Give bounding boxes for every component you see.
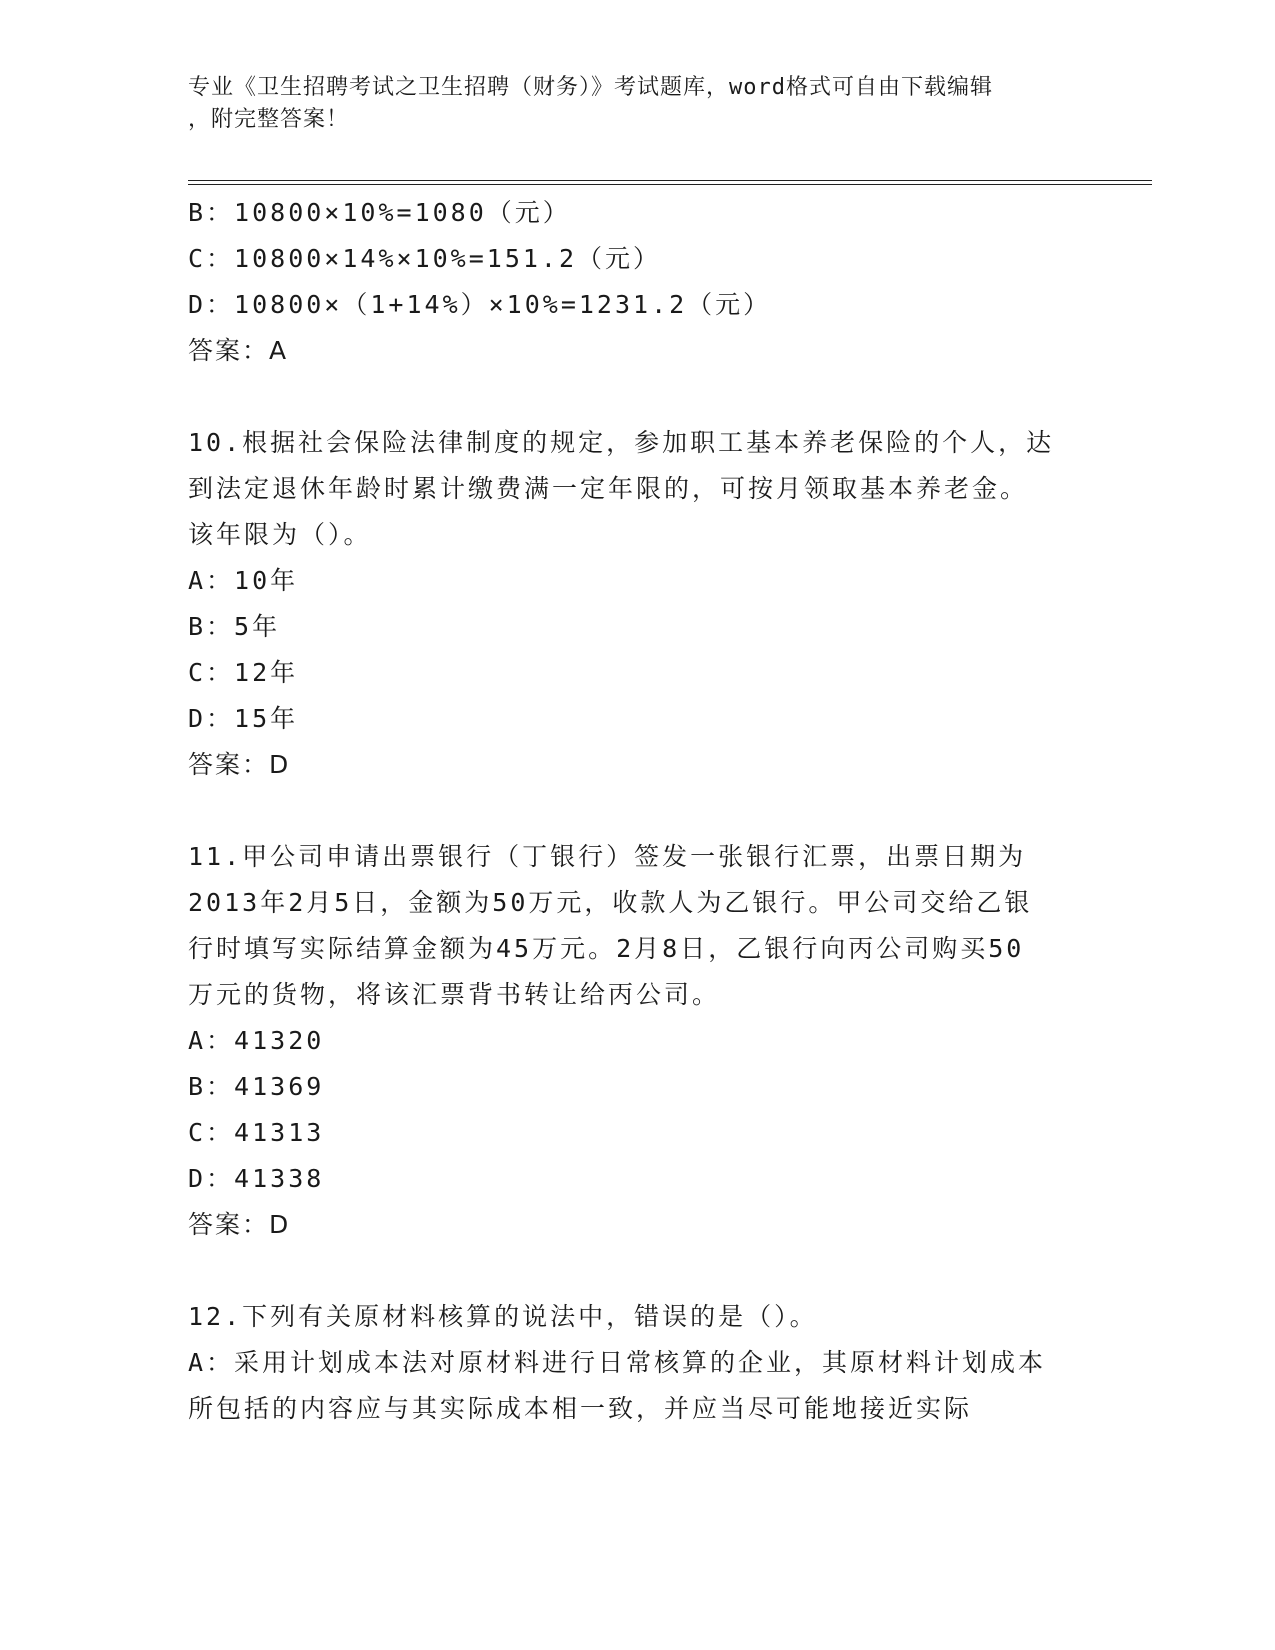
q10-stem-line: 到法定退休年龄时累计缴费满一定年限的，可按月领取基本养老金。 xyxy=(188,474,1029,503)
q11-stem-line: 11.甲公司申请出票银行（丁银行）签发一张银行汇票，出票日期为 xyxy=(188,842,1027,871)
question-11 xyxy=(188,834,1088,1248)
q11-stem-line: 行时填写实际结算金额为45万元。2月8日，乙银行向丙公司购买50 xyxy=(188,934,1025,963)
question-10 xyxy=(188,420,1088,788)
q11-answer: 答案：D xyxy=(188,1210,291,1239)
spacer xyxy=(188,1248,1088,1294)
spacer xyxy=(188,788,1088,834)
q11-stem-line: 万元的货物，将该汇票背书转让给丙公司。 xyxy=(188,980,721,1009)
q12-option-a-line: A：采用计划成本法对原材料进行日常核算的企业，其原材料计划成本 xyxy=(188,1348,1047,1377)
q11-stem-line: 2013年2月5日，金额为50万元，收款人为乙银行。甲公司交给乙银 xyxy=(188,888,1033,917)
header-line-1: 专业《卫生招聘考试之卫生招聘（财务）》考试题库，word格式可自由下载编辑 xyxy=(188,75,993,100)
q12-option-a-line: 所包括的内容应与其实际成本相一致，并应当尽可能地接近实际 xyxy=(188,1394,973,1423)
question-12 xyxy=(188,1294,1088,1432)
q10-stem-line: 该年限为（）。 xyxy=(188,520,372,549)
q11-option-c: C：41313 xyxy=(188,1118,325,1147)
document-header xyxy=(188,72,1088,136)
q10-option-a: A：10年 xyxy=(188,566,299,595)
spacer xyxy=(188,374,1088,420)
q10-option-b: B：5年 xyxy=(188,612,281,641)
q9-answer: 答案：A xyxy=(188,336,289,365)
q10-option-c: C：12年 xyxy=(188,658,299,687)
q9-option-d: D：10800×（1+14%）×10%=1231.2（元） xyxy=(188,290,772,319)
header-divider-bottom xyxy=(188,184,1152,185)
q9-option-c: C：10800×14%×10%=151.2（元） xyxy=(188,244,662,273)
q11-option-b: B：41369 xyxy=(188,1072,325,1101)
q10-option-d: D：15年 xyxy=(188,704,299,733)
q10-stem-line: 10.根据社会保险法律制度的规定，参加职工基本养老保险的个人，达 xyxy=(188,428,1055,457)
q9-option-b: B：10800×10%=1080（元） xyxy=(188,198,571,227)
question-content xyxy=(188,190,1088,1432)
q10-answer: 答案：D xyxy=(188,750,291,779)
header-divider-top xyxy=(188,180,1152,181)
question-9 xyxy=(188,190,1088,374)
q11-option-d: D：41338 xyxy=(188,1164,325,1193)
q11-option-a: A：41320 xyxy=(188,1026,325,1055)
q12-stem-line: 12.下列有关原材料核算的说法中，错误的是（）。 xyxy=(188,1302,818,1331)
header-line-2: ，附完整答案！ xyxy=(188,107,350,132)
